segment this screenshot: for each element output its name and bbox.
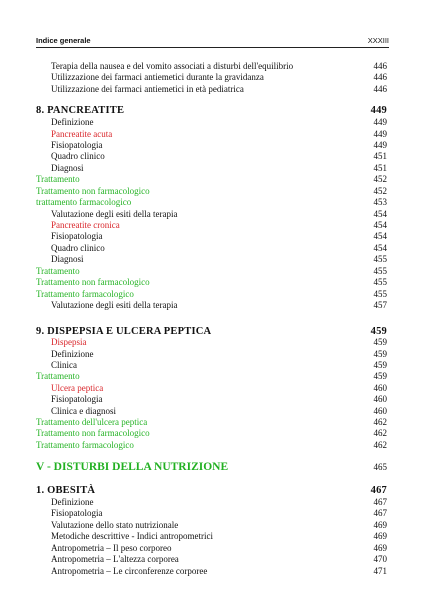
entry-page: 446 xyxy=(373,61,387,71)
entry-page: 454 xyxy=(373,243,387,253)
section-title: Indice generale xyxy=(36,36,91,45)
entry-page: 467 xyxy=(373,508,387,518)
toc-entry xyxy=(36,440,387,451)
entry-title: Valutazione degli esiti della terapia xyxy=(51,300,178,310)
entry-page: 446 xyxy=(373,84,387,94)
toc-entry xyxy=(36,394,387,405)
entry-title: Trattamento non farmacologico xyxy=(36,186,150,196)
entry-title: Trattamento non farmacologico xyxy=(36,277,150,287)
entry-title: Clinica e diagnosi xyxy=(51,406,116,416)
entry-page: 449 xyxy=(373,129,387,139)
entry-title: Definizione xyxy=(51,497,94,507)
toc-entry xyxy=(36,129,387,140)
entry-title: Fisiopatologia xyxy=(51,140,103,150)
entry-title: Trattamento dell'ulcera peptica xyxy=(36,417,148,427)
entry-title: Trattamento xyxy=(36,266,80,276)
toc-entry xyxy=(36,117,387,128)
entry-page: 460 xyxy=(373,406,387,416)
toc-entry xyxy=(36,428,387,439)
entry-page: 469 xyxy=(373,543,387,553)
toc-entry xyxy=(36,497,387,508)
entry-title: Clinica xyxy=(51,360,77,370)
entry-page: 460 xyxy=(373,383,387,393)
chapter-heading xyxy=(36,485,387,496)
entry-title: Ulcera peptica xyxy=(51,383,104,393)
entry-page: 454 xyxy=(373,220,387,230)
entry-title: Fisiopatologia xyxy=(51,231,103,241)
toc-entry xyxy=(36,406,387,417)
entry-page: 467 xyxy=(373,497,387,507)
entry-page: 462 xyxy=(373,440,387,450)
entry-title: Dispepsia xyxy=(51,337,87,347)
entry-title: 1. OBESITÀ xyxy=(36,485,96,496)
toc-entry xyxy=(36,543,387,554)
toc-entry xyxy=(36,277,387,288)
entry-page: 455 xyxy=(373,277,387,287)
part-heading xyxy=(36,460,387,474)
entry-page: 459 xyxy=(373,371,387,381)
entry-page: 455 xyxy=(373,254,387,264)
entry-title: Antropometria – Le circonferenze corporee xyxy=(51,566,208,576)
toc-entry xyxy=(36,186,387,197)
toc-entry xyxy=(36,289,387,300)
entry-page: 471 xyxy=(373,566,387,576)
toc-entry xyxy=(36,337,387,348)
toc-entry xyxy=(36,174,387,185)
toc-entry xyxy=(36,151,387,162)
toc-entry xyxy=(36,220,387,231)
entry-page: 462 xyxy=(373,428,387,438)
entry-title: Pancreatite cronica xyxy=(51,220,120,230)
entry-page: 452 xyxy=(373,186,387,196)
entry-title: Quadro clinico xyxy=(51,243,105,253)
toc-entry xyxy=(36,566,387,577)
toc-entry xyxy=(36,140,387,151)
entry-title: Fisiopatologia xyxy=(51,394,103,404)
entry-page: 451 xyxy=(373,163,387,173)
toc-entry xyxy=(36,266,387,277)
entry-title: Pancreatite acuta xyxy=(51,129,113,139)
toc-entry xyxy=(36,243,387,254)
entry-page: 446 xyxy=(373,72,387,82)
entry-page: 459 xyxy=(370,326,387,337)
entry-title: Metodiche descrittive - Indici antropometrici xyxy=(51,531,213,541)
entry-title: Trattamento xyxy=(36,371,80,381)
entry-title: Trattamento xyxy=(36,174,80,184)
entry-title: Trattamento non farmacologico xyxy=(36,428,150,438)
entry-title: Trattamento farmacologico xyxy=(36,440,134,450)
toc-entry xyxy=(36,371,387,382)
toc-entry xyxy=(36,61,387,72)
entry-page: 457 xyxy=(373,300,387,310)
entry-title: Terapia della nausea e del vomito associati a disturbi dell'equilibrio xyxy=(51,61,294,71)
toc-entry xyxy=(36,163,387,174)
toc-entry xyxy=(36,84,387,95)
entry-title: Antropometria – L'altezza corporea xyxy=(51,554,179,564)
toc-entry xyxy=(36,209,387,220)
entry-page: 454 xyxy=(373,231,387,241)
entry-title: Definizione xyxy=(51,349,94,359)
toc-entry xyxy=(36,383,387,394)
entry-page: 465 xyxy=(373,462,387,472)
entry-title: 8. PANCREATITE xyxy=(36,105,125,116)
entry-title: Fisiopatologia xyxy=(51,508,103,518)
entry-page: 453 xyxy=(373,197,387,207)
entry-title: Valutazione dello stato nutrizionale xyxy=(51,520,179,530)
entry-page: 460 xyxy=(373,394,387,404)
entry-page: 459 xyxy=(373,349,387,359)
entry-title: 9. DISPEPSIA E ULCERA PEPTICA xyxy=(36,326,212,337)
entry-title: V - DISTURBI DELLA NUTRIZIONE xyxy=(36,461,229,473)
entry-title: Quadro clinico xyxy=(51,151,105,161)
entry-title: Diagnosi xyxy=(51,254,84,264)
toc-entry xyxy=(36,300,387,311)
entry-title: Utilizzazione dei farmaci antiemetici in età pediatrica xyxy=(51,84,244,94)
toc-entry xyxy=(36,254,387,265)
entry-page: 459 xyxy=(373,360,387,370)
entry-title: Definizione xyxy=(51,117,94,127)
entry-page: 467 xyxy=(370,485,387,496)
entry-page: 451 xyxy=(373,151,387,161)
entry-page: 449 xyxy=(370,105,387,116)
chapter-heading xyxy=(36,105,387,116)
entry-page: 470 xyxy=(373,554,387,564)
entry-page: 449 xyxy=(373,140,387,150)
entry-title: Antropometria – Il peso corporeo xyxy=(51,543,172,553)
toc-entry xyxy=(36,554,387,565)
entry-page: 459 xyxy=(373,337,387,347)
chapter-heading xyxy=(36,326,387,337)
toc-entry xyxy=(36,531,387,542)
toc-entry xyxy=(36,508,387,519)
entry-page: 462 xyxy=(373,417,387,427)
toc-entry xyxy=(36,520,387,531)
entry-title: Utilizzazione dei farmaci antiemetici durante la gravidanza xyxy=(51,72,264,82)
entry-page: 455 xyxy=(373,289,387,299)
entry-page: 469 xyxy=(373,531,387,541)
entry-title: Valutazione degli esiti della terapia xyxy=(51,209,178,219)
entry-title: Trattamento farmacologico xyxy=(36,289,134,299)
toc-entry xyxy=(36,349,387,360)
entry-title: trattamento farmacologico xyxy=(36,197,132,207)
toc-entry xyxy=(36,197,387,208)
toc-entry xyxy=(36,231,387,242)
toc-entry xyxy=(36,360,387,371)
entry-page: 469 xyxy=(373,520,387,530)
entry-page: 449 xyxy=(373,117,387,127)
page-number: XXXIII xyxy=(367,36,389,45)
entry-page: 452 xyxy=(373,174,387,184)
entry-page: 455 xyxy=(373,266,387,276)
entry-title: Diagnosi xyxy=(51,163,84,173)
toc-entry xyxy=(36,417,387,428)
toc-entry xyxy=(36,72,387,83)
entry-page: 454 xyxy=(373,209,387,219)
